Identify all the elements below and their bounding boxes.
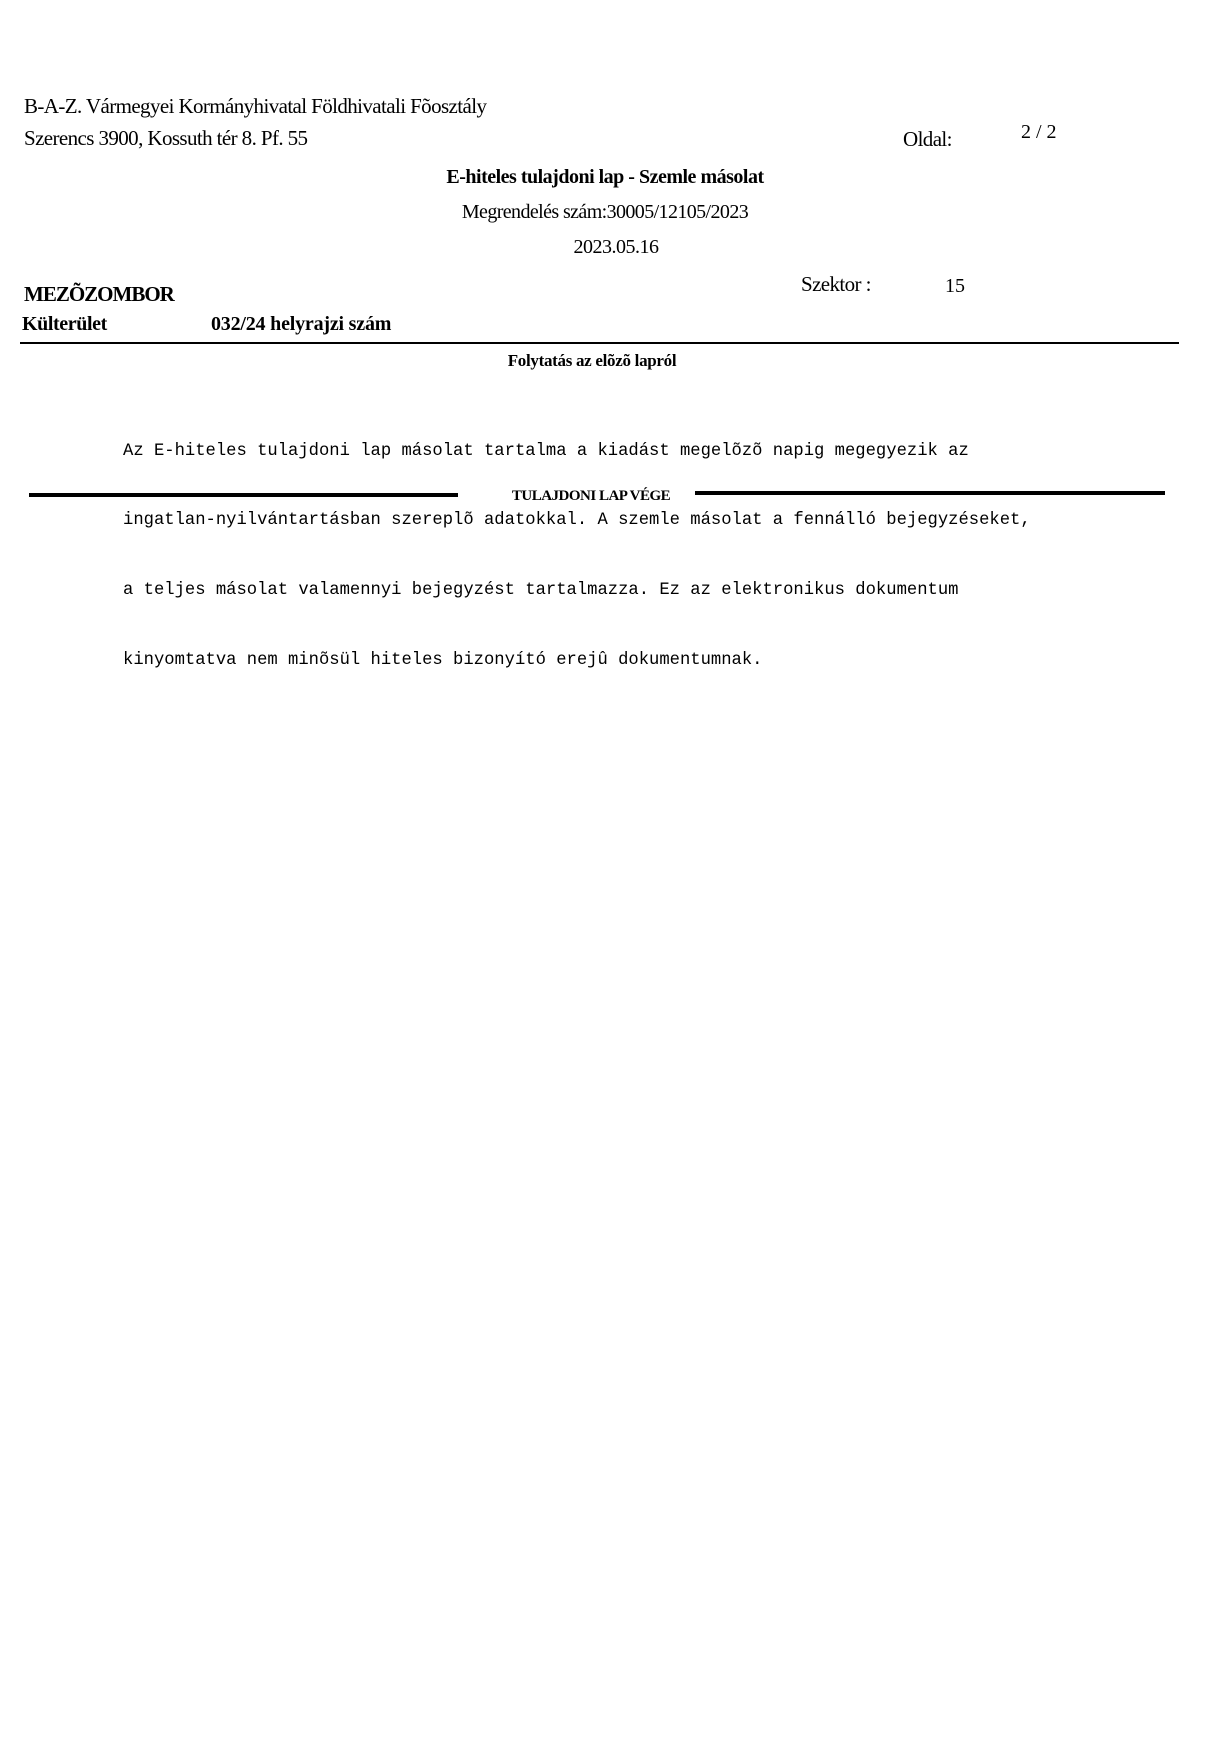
office-address: Szerencs 3900, Kossuth tér 8. Pf. 55 [24, 126, 308, 150]
statement-line: ingatlan-nyilvántartásban szereplõ adatokkal. A szemle másolat a fennálló bejegyzéseket, [123, 511, 1031, 531]
header-divider [20, 342, 1179, 344]
end-of-sheet-label: TULAJDONI LAP VÉGE [511, 488, 671, 504]
statement-line: a teljes másolat valamennyi bejegyzést tartalmazza. Ez az elektronikus dokumentum [123, 581, 959, 601]
order-date: 2023.05.16 [573, 236, 659, 258]
page-number: 2 / 2 [1021, 121, 1057, 143]
order-number: Megrendelés szám:30005/12105/2023 [461, 201, 749, 223]
sector-value: 15 [945, 275, 965, 297]
statement-line: Az E-hiteles tulajdoni lap másolat tartalma a kiadást megelõzõ napig megegyezik az [123, 441, 969, 461]
document-title: E-hiteles tulajdoni lap - Szemle másolat [446, 166, 764, 188]
parcel-number: 032/24 helyrajzi szám [211, 313, 392, 335]
statement-line: kinyomtatva nem minõsül hiteles bizonyító erejû dokumentumnak. [123, 651, 763, 671]
page-label: Oldal: [903, 127, 952, 151]
legal-statement [123, 393, 1031, 696]
settlement-name: MEZÕZOMBOR [24, 282, 174, 306]
area-type: Külterület [22, 313, 107, 335]
continuation-note: Folytatás az elõzõ lapról [507, 351, 677, 370]
sector-label: Szektor : [801, 272, 871, 296]
office-name: B-A-Z. Vármegyei Kormányhivatal Földhivatali Fõosztály [24, 94, 487, 118]
